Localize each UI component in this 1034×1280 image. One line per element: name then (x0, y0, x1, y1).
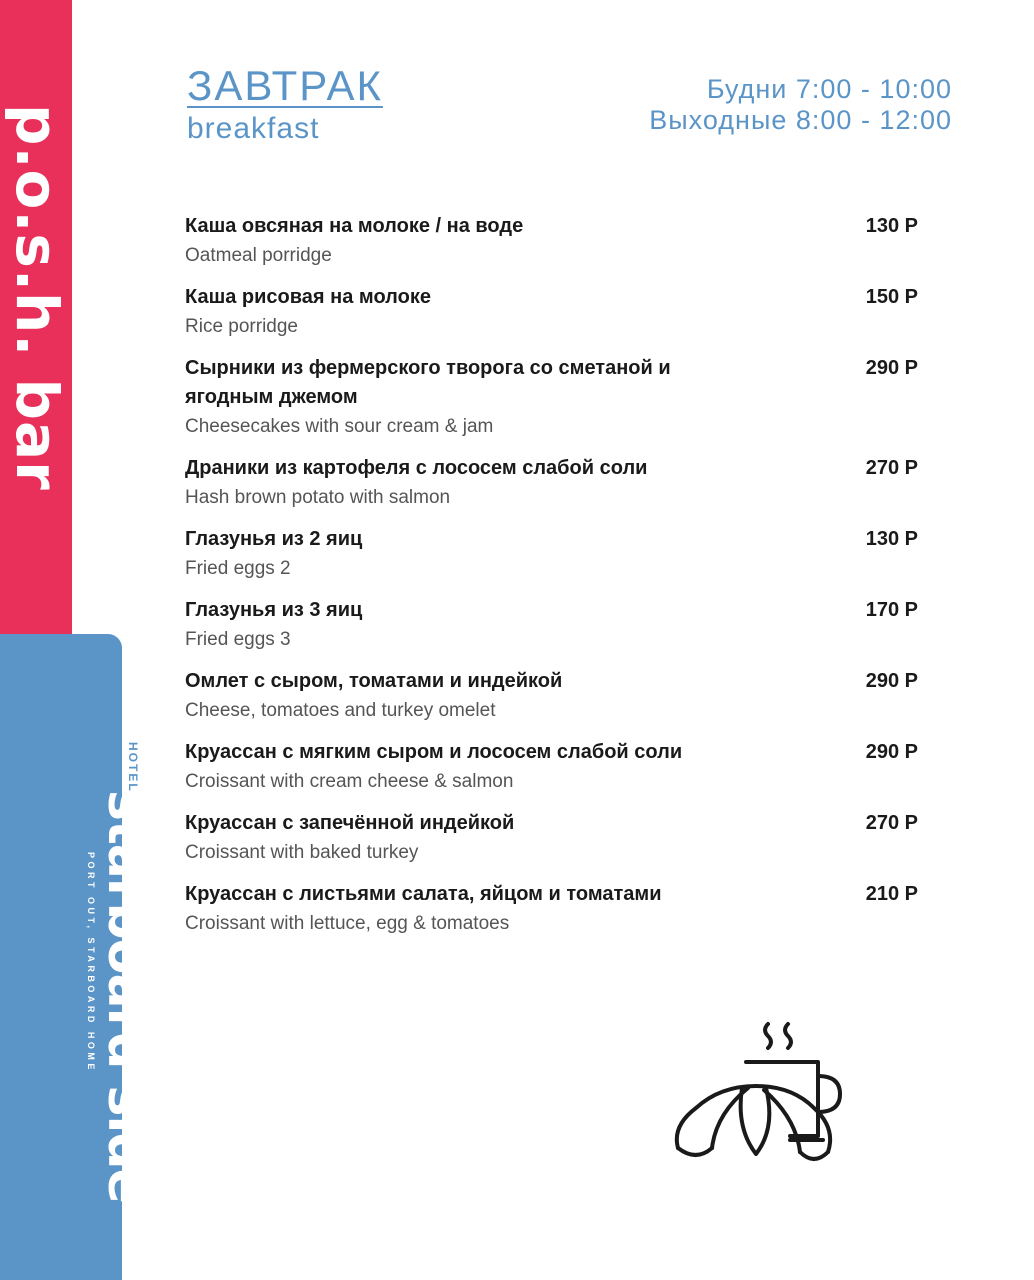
menu-item-price: 210 Р (865, 883, 918, 905)
menu-item-price: 150 Р (865, 286, 918, 308)
menu-item (185, 880, 918, 938)
opening-hours (649, 74, 952, 136)
steam-left (765, 1024, 771, 1048)
menu-item-name-ru: Каша рисовая на молоке (185, 286, 431, 308)
menu-item-name-en: Hash brown potato with salmon (185, 487, 451, 508)
menu-item-name-en: Fried eggs 3 (185, 629, 291, 650)
menu-item (185, 454, 918, 512)
menu-item-price: 270 Р (865, 812, 918, 834)
menu-item-name-ru: Глазунья из 3 яиц (185, 599, 363, 621)
menu-item-price: 290 Р (865, 741, 918, 763)
menu-item-name-ru: Круассан с мягким сыром и лососем слабой соли (185, 741, 683, 763)
coffee-croissant-icon (668, 1018, 848, 1168)
menu-item-price: 130 Р (865, 215, 918, 237)
menu-item (185, 596, 918, 654)
menu-item-name-ru: Круассан с запечённой индейкой (185, 812, 515, 834)
menu-item (185, 283, 918, 341)
menu-subtitle: breakfast (187, 112, 320, 145)
menu-item-name-ru: Каша овсяная на молоке / на воде (185, 215, 524, 237)
menu-item-name-en: Croissant with cream cheese & salmon (185, 771, 514, 792)
menu-item (185, 809, 918, 867)
croissant-tip-left (678, 1148, 712, 1155)
menu-item-name-en: Croissant with lettuce, egg & tomatoes (185, 913, 510, 934)
menu-title: ЗАВТРАК (187, 62, 383, 109)
menu-item (185, 738, 918, 796)
menu-item (185, 525, 918, 583)
menu-item-name-en: Rice porridge (185, 316, 298, 337)
menu-item-price: 130 Р (865, 528, 918, 550)
croissant-outline (677, 1086, 830, 1152)
menu-item (185, 354, 918, 441)
hours-weekends: Выходные 8:00 - 12:00 (649, 105, 952, 135)
bar-logo-text: p.o.s.h. bar (3, 104, 71, 491)
menu-item-name-en: Fried eggs 2 (185, 558, 291, 579)
steam-right (785, 1024, 791, 1048)
hotel-label: HOTEL (126, 742, 140, 793)
menu-item (185, 667, 918, 725)
cup-handle (818, 1076, 840, 1112)
cup-body (746, 1062, 818, 1136)
menu-item-name-en: Croissant with baked turkey (185, 842, 419, 863)
menu-item-price: 170 Р (865, 599, 918, 621)
hours-weekdays: Будни 7:00 - 10:00 (706, 74, 952, 104)
menu-item (185, 212, 918, 270)
menu-item-price: 290 Р (865, 670, 918, 692)
menu-item-name-ru: Круассан с листьями салата, яйцом и томатами (185, 883, 662, 905)
menu-item-name-ru: Сырники из фермерского творога со сметаной и ягодным джемом (185, 357, 671, 408)
menu-item-name-ru: Глазунья из 2 яиц (185, 528, 363, 550)
menu-item-name-en: Cheese, tomatoes and turkey omelet (185, 700, 496, 721)
menu-item-name-en: Cheesecakes with sour cream & jam (185, 416, 494, 437)
menu-item-price: 290 Р (865, 357, 918, 379)
croissant-tip-right (800, 1152, 828, 1159)
menu-list (185, 212, 918, 951)
menu-item-price: 270 Р (865, 457, 918, 479)
hotel-tagline: PORT OUT, STARBOARD HOME (86, 852, 96, 1073)
menu-item-name-ru: Омлет с сыром, томатами и индейкой (185, 670, 563, 692)
menu-item-name-ru: Драники из картофеля с лососем слабой соли (185, 457, 648, 479)
menu-item-name-en: Oatmeal porridge (185, 245, 332, 266)
croissant-center (741, 1088, 770, 1154)
hotel-logo-text: starboard side (96, 790, 156, 1203)
